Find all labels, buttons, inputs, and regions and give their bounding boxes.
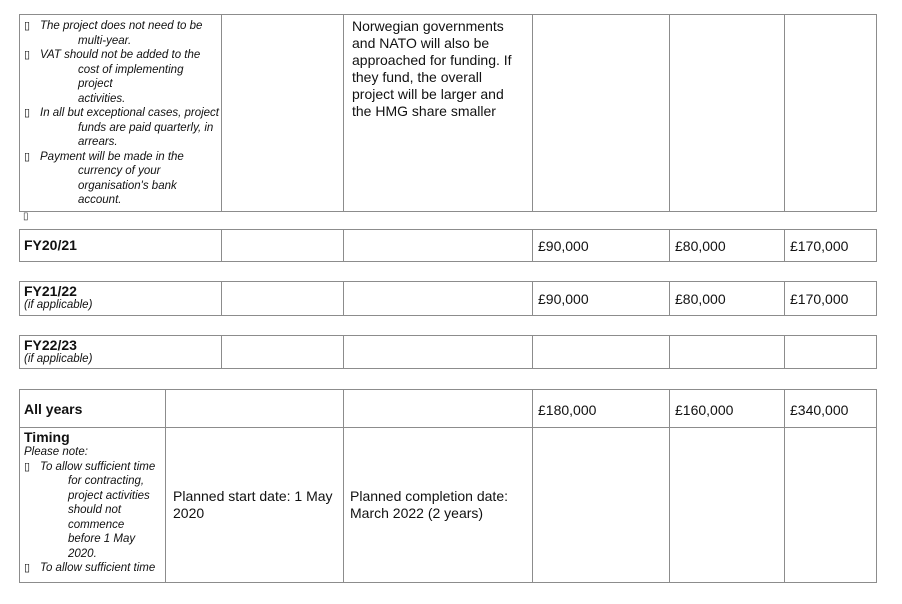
timing-cell bbox=[20, 428, 166, 583]
notes-table bbox=[19, 14, 877, 212]
fy2021-table bbox=[19, 229, 877, 262]
empty-cell bbox=[533, 15, 670, 212]
fy2223-label: FY22/23 bbox=[24, 337, 77, 353]
note-quarterly: ▯ In all but exceptional cases, project funds are paid quarterly, in arrears. bbox=[24, 107, 219, 148]
bullet-icon: ▯ bbox=[24, 150, 31, 163]
table-row bbox=[20, 230, 877, 262]
fy2122-label: FY21/22 bbox=[24, 283, 77, 299]
bullet-icon: ▯ bbox=[24, 562, 31, 574]
fy2223-sublabel: (if applicable) bbox=[24, 353, 93, 365]
timing-label: Timing bbox=[24, 429, 70, 445]
fy2223-table bbox=[19, 335, 877, 369]
fy2122-total: £170,000 bbox=[790, 291, 849, 307]
fy2021-total: £170,000 bbox=[790, 238, 849, 254]
payment-notes-cell bbox=[20, 15, 222, 212]
all-years-value-2: £160,000 bbox=[675, 402, 734, 418]
all-years-total: £340,000 bbox=[790, 402, 849, 418]
fy2122-sublabel: (if applicable) bbox=[24, 299, 93, 311]
table-row bbox=[20, 336, 877, 369]
start-date-cell bbox=[166, 428, 344, 583]
bullet-icon: ▯ bbox=[24, 20, 31, 32]
timing-note-1: ▯ To allow sufficient time for contracting, project activities should not commence before 1 May 2020. bbox=[24, 460, 156, 560]
note-multi-year: ▯ The project does not need to be multi-year. bbox=[24, 20, 203, 47]
bullet-icon: ▯ bbox=[24, 107, 31, 119]
table-row bbox=[20, 282, 877, 316]
fy2021-value-1: £90,000 bbox=[538, 238, 589, 254]
table-row bbox=[20, 428, 877, 583]
please-note-label: Please note: bbox=[24, 446, 88, 458]
timing-note-2: ▯ To allow sufficient time bbox=[24, 562, 156, 574]
bullet-icon: ▯ bbox=[24, 49, 31, 61]
note-vat: ▯ VAT should not be added to the cost of implementing project activities. bbox=[24, 49, 201, 105]
empty-cell bbox=[222, 15, 344, 212]
totals-timing-table bbox=[19, 389, 877, 583]
funding-note: Norwegian governments and NATO will also be approached for funding. If they fund, the overall project will be larger and the HMG share smaller bbox=[352, 18, 512, 119]
bullet-icon: ▯ bbox=[24, 460, 31, 473]
fy2122-table bbox=[19, 281, 877, 316]
funding-note-cell bbox=[344, 15, 533, 212]
note-currency: ▯ Payment will be made in the currency of your organisation's bank account. bbox=[24, 150, 184, 206]
fy2021-label: FY20/21 bbox=[24, 237, 77, 253]
end-date-cell bbox=[344, 428, 533, 583]
empty-cell bbox=[785, 15, 877, 212]
planned-completion-date: Planned completion date: March 2022 (2 years) bbox=[350, 488, 508, 521]
all-years-label: All years bbox=[24, 401, 83, 417]
empty-cell bbox=[670, 15, 785, 212]
table-row bbox=[20, 390, 877, 428]
fy2122-value-1: £90,000 bbox=[538, 291, 589, 307]
stray-bullet-icon: ▯ bbox=[23, 211, 29, 222]
all-years-value-1: £180,000 bbox=[538, 402, 597, 418]
fy2021-value-2: £80,000 bbox=[675, 238, 726, 254]
planned-start-date: Planned start date: 1 May 2020 bbox=[173, 488, 333, 521]
fy2122-value-2: £80,000 bbox=[675, 291, 726, 307]
